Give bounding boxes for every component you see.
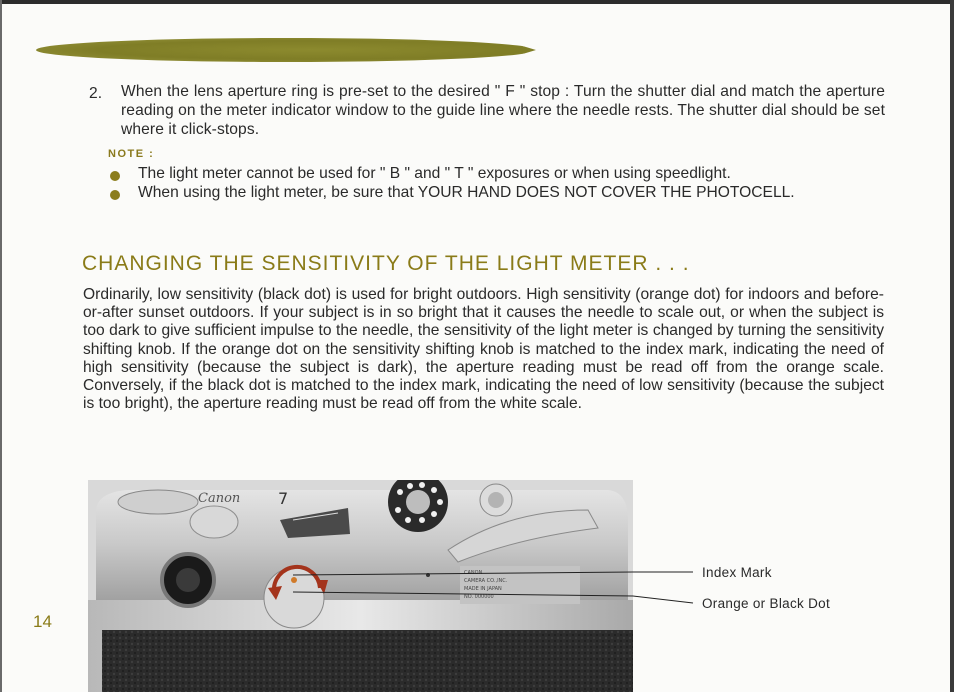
page-number: 14 bbox=[33, 612, 52, 631]
step-text: When the lens aperture ring is pre-set to the desired " F " stop : Turn the shutter dial and match the aperture reading on the meter indicator window to the guide line where the needle rests. The shutter dial should be set where it click-stops. bbox=[121, 83, 886, 138]
note-item-text: When using the light meter, be sure that YOUR HAND DOES NOT COVER THE PHOTOCELL. bbox=[138, 184, 795, 201]
svg-text:Canon: Canon bbox=[198, 491, 241, 506]
callout-leaders bbox=[633, 560, 703, 620]
camera-illustration bbox=[88, 480, 633, 692]
bullet-dot-icon bbox=[110, 190, 120, 200]
page-left-edge bbox=[0, 0, 2, 692]
callout-orange-or-black-dot: Orange or Black Dot bbox=[702, 596, 831, 611]
section-paragraph: Ordinarily, low sensitivity (black dot) is used for bright outdoors. High sensitivity (orange dot) for indoors and before-or-after sunset outdoors. If your subject is in so bright that it causes the needle to scale out, or when the subject is too dark to give sufficient impulse to the needle, the sensitivity of the light meter is changed by turning the sensitivity shifting knob. If the orange dot on the sensitivity shifting knob is matched to the index mark, indicating the need of high sensitivity (because the subject is dark), the aperture reading must be read off from the orange scale. Conversely, if the black dot is matched to the index mark, indicating the need of low sensitivity (because the subject is too bright), the aperture reading must be read off from the white scale. bbox=[83, 286, 884, 413]
bullet-dot-icon bbox=[110, 171, 120, 181]
page-top-edge bbox=[0, 0, 954, 4]
note-label: NOTE : bbox=[108, 148, 155, 160]
svg-text:MADE IN JAPAN: MADE IN JAPAN bbox=[464, 586, 502, 592]
svg-text:CAMERA CO.,INC.: CAMERA CO.,INC. bbox=[464, 578, 508, 584]
step-number: 2. bbox=[89, 85, 103, 102]
header-decorative-bar bbox=[36, 38, 536, 62]
note-item bbox=[110, 164, 885, 183]
camera-top-photo bbox=[88, 480, 633, 692]
svg-text:7: 7 bbox=[278, 489, 289, 508]
note-item bbox=[110, 183, 885, 202]
section-heading: CHANGING THE SENSITIVITY OF THE LIGHT METER . . . bbox=[82, 252, 690, 275]
note-list bbox=[110, 164, 885, 202]
note-item-text: The light meter cannot be used for " B " and " T " exposures or when using speedlight. bbox=[138, 165, 731, 182]
page-right-edge bbox=[950, 0, 954, 692]
step-2 bbox=[89, 82, 885, 139]
callout-index-mark: Index Mark bbox=[702, 565, 772, 580]
svg-text:NO. 000000: NO. 000000 bbox=[464, 594, 494, 600]
